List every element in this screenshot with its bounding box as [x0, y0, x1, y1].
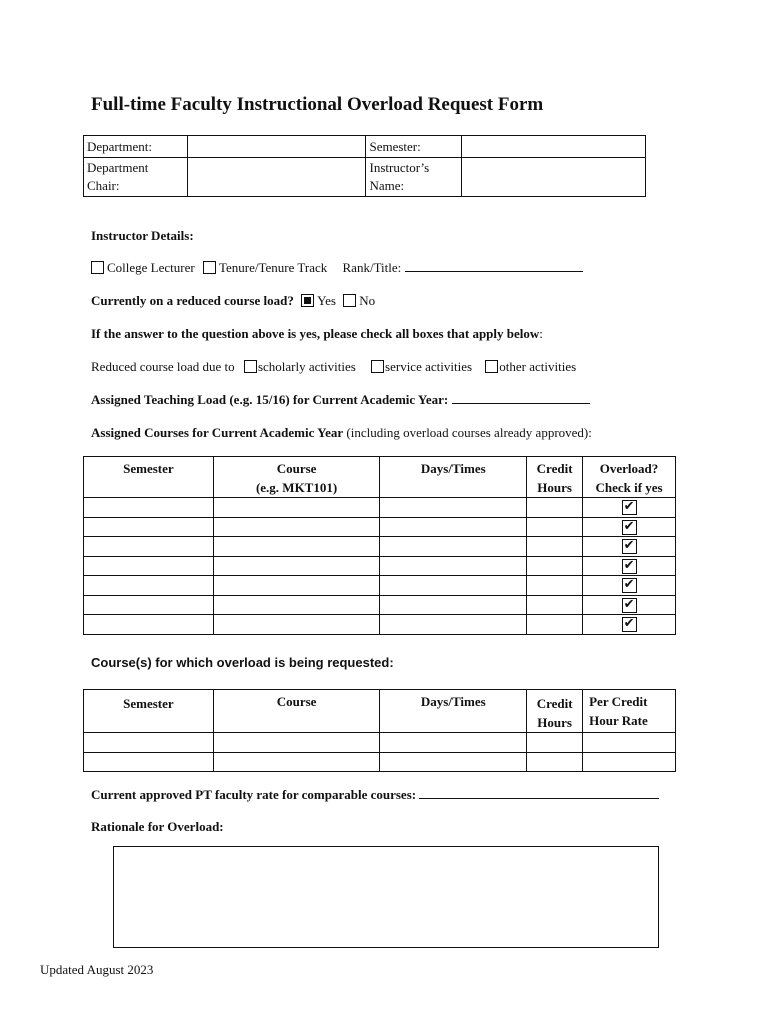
assigned-course-row [84, 498, 676, 518]
assigned-course-row [84, 595, 676, 615]
overload-cell[interactable] [583, 517, 676, 537]
scholarly-checkbox[interactable] [244, 360, 257, 373]
col-course-label: Course [276, 461, 317, 476]
semester-cell[interactable] [84, 752, 214, 772]
ov-col-days-times-label: Days/Times [420, 694, 486, 709]
reduced-no-label: No [359, 293, 376, 308]
position-type-row [91, 260, 583, 276]
chair-label-cell [84, 158, 188, 197]
credit-hours-cell[interactable] [527, 752, 583, 772]
course-cell[interactable] [213, 733, 380, 753]
days-times-cell[interactable] [380, 517, 527, 537]
assigned-load-field[interactable] [452, 393, 590, 404]
course-cell[interactable] [213, 752, 380, 772]
credit-hours-cell[interactable] [527, 517, 583, 537]
tenure-label: Tenure/Tenure Track [218, 260, 328, 275]
overload-cell[interactable] [583, 576, 676, 596]
days-times-cell[interactable] [380, 615, 527, 635]
reduced-yes-checkbox[interactable] [301, 294, 314, 307]
rank-title-label: Rank/Title: [342, 260, 405, 275]
semester-cell[interactable] [84, 576, 214, 596]
credit-hours-cell[interactable] [527, 537, 583, 557]
col-check-if-yes-label: Check if yes [595, 480, 663, 495]
ov-col-semester [84, 690, 214, 733]
reduced-no-checkbox[interactable] [343, 294, 356, 307]
semester-cell[interactable] [84, 498, 214, 518]
college-lecturer-label: College Lecturer [107, 260, 195, 275]
semester-cell[interactable] [84, 556, 214, 576]
overload-checkbox[interactable]: ✔ [622, 520, 637, 535]
pt-rate-row [91, 787, 659, 803]
col-course [213, 457, 380, 498]
col-semester [84, 457, 214, 498]
instructor-details-heading: Instructor Details: [91, 228, 194, 243]
ov-col-course [213, 690, 380, 733]
assigned-load-row [91, 392, 590, 408]
instructor-label-cell [366, 158, 461, 197]
semester-cell[interactable] [84, 517, 214, 537]
overload-checkbox[interactable]: ✔ [622, 559, 637, 574]
rate-cell[interactable] [583, 733, 676, 753]
course-cell[interactable] [213, 556, 380, 576]
overload-cell[interactable] [583, 498, 676, 518]
ov-col-semester-label: Semester [123, 696, 174, 711]
overload-cell[interactable] [583, 556, 676, 576]
days-times-cell[interactable] [380, 595, 527, 615]
ov-col-rate-label1: Per Credit [589, 694, 648, 709]
reduced-reasons-row [91, 359, 576, 375]
col-credit-hours [527, 457, 583, 498]
assigned-course-row [84, 537, 676, 557]
service-checkbox[interactable] [371, 360, 384, 373]
col-days-times-label: Days/Times [420, 461, 486, 476]
scholarly-label: scholarly activities [257, 359, 356, 374]
form-title: Full-time Faculty Instructional Overload Request Form [91, 94, 544, 115]
semester-label-cell [366, 136, 461, 158]
department-label-cell [84, 136, 188, 158]
credit-hours-cell[interactable] [527, 615, 583, 635]
overload-request-row [84, 752, 676, 772]
assigned-courses-table [83, 456, 676, 635]
semester-cell[interactable] [84, 595, 214, 615]
reduced-yes-label: Yes [317, 293, 336, 308]
rank-title-field[interactable] [405, 261, 583, 272]
credit-hours-cell[interactable] [527, 498, 583, 518]
overload-checkbox[interactable]: ✔ [622, 578, 637, 593]
ov-col-rate-label2: Hour Rate [589, 713, 648, 728]
overload-cell[interactable] [583, 595, 676, 615]
if-yes-instruction [91, 326, 543, 342]
days-times-cell[interactable] [380, 576, 527, 596]
col-credit-label: Credit [536, 461, 573, 476]
other-checkbox[interactable] [485, 360, 498, 373]
instructor-label-line1: Instructor’s [369, 160, 430, 175]
chair-label-line1: Department [87, 160, 149, 175]
overload-cell[interactable] [583, 537, 676, 557]
department-label: Department: [87, 139, 152, 154]
col-days-times [380, 457, 527, 498]
course-cell[interactable] [213, 537, 380, 557]
assigned-course-row [84, 517, 676, 537]
credit-hours-cell[interactable] [527, 556, 583, 576]
semester-cell[interactable] [84, 733, 214, 753]
overload-section-heading: Course(s) for which overload is being requested: [91, 655, 394, 670]
assigned-course-row [84, 615, 676, 635]
overload-checkbox[interactable]: ✔ [622, 598, 637, 613]
reduced-due-to-label: Reduced course load due to [91, 359, 235, 374]
instructor-name-field[interactable] [461, 158, 645, 197]
semester-field[interactable] [461, 136, 645, 158]
col-hours-label: Hours [537, 480, 572, 495]
col-semester-label: Semester [123, 461, 174, 476]
assigned-courses-label: Assigned Courses for Current Academic Year [91, 425, 344, 440]
overload-checkbox[interactable]: ✔ [622, 617, 637, 632]
ov-col-credit-label: Credit [536, 696, 573, 711]
instructor-label-line2: Name: [369, 178, 405, 193]
department-field[interactable] [188, 136, 366, 158]
days-times-cell[interactable] [380, 752, 527, 772]
assigned-load-label: Assigned Teaching Load (e.g. 15/16) for Current Academic Year: [91, 392, 452, 407]
course-cell[interactable] [213, 615, 380, 635]
assigned-course-row [84, 576, 676, 596]
semester-cell[interactable] [84, 615, 214, 635]
col-overload [583, 457, 676, 498]
days-times-cell[interactable] [380, 556, 527, 576]
ov-col-hours-label: Hours [537, 715, 572, 730]
assigned-course-row [84, 556, 676, 576]
ov-col-course-label: Course [276, 694, 317, 709]
semester-cell[interactable] [84, 537, 214, 557]
ov-col-credit-hours [527, 690, 583, 733]
col-course-example: (e.g. MKT101) [255, 480, 338, 495]
if-yes-colon: : [539, 326, 543, 341]
rationale-textbox[interactable] [113, 846, 659, 948]
course-cell[interactable] [213, 498, 380, 518]
pt-rate-label: Current approved PT faculty rate for comparable courses: [91, 787, 420, 802]
course-cell[interactable] [213, 517, 380, 537]
rate-cell[interactable] [583, 752, 676, 772]
pt-rate-field[interactable] [419, 788, 659, 799]
footer-updated: Updated August 2023 [40, 962, 154, 977]
if-yes-text: If the answer to the question above is yes, please check all boxes that apply below [91, 326, 540, 341]
days-times-cell[interactable] [380, 498, 527, 518]
credit-hours-cell[interactable] [527, 733, 583, 753]
chair-field[interactable] [188, 158, 366, 197]
tenure-checkbox[interactable] [203, 261, 216, 274]
overload-checkbox[interactable]: ✔ [622, 500, 637, 515]
overload-cell[interactable] [583, 615, 676, 635]
other-label: other activities [499, 359, 577, 374]
overload-request-row [84, 733, 676, 753]
rationale-label: Rationale for Overload: [91, 819, 224, 834]
days-times-cell[interactable] [380, 733, 527, 753]
days-times-cell[interactable] [380, 537, 527, 557]
course-cell[interactable] [213, 576, 380, 596]
overload-checkbox[interactable]: ✔ [622, 539, 637, 554]
chair-label-line2: Chair: [87, 178, 120, 193]
header-info-table [83, 135, 646, 197]
overload-request-table [83, 689, 676, 772]
ov-col-rate [583, 690, 676, 733]
col-overload-label: Overload? [599, 461, 659, 476]
semester-label: Semester: [369, 139, 421, 154]
college-lecturer-checkbox[interactable] [91, 261, 104, 274]
service-label: service activities [385, 359, 473, 374]
ov-col-days-times [380, 690, 527, 733]
assigned-courses-row [91, 425, 592, 441]
course-cell[interactable] [213, 595, 380, 615]
credit-hours-cell[interactable] [527, 576, 583, 596]
credit-hours-cell[interactable] [527, 595, 583, 615]
reduced-load-question: Currently on a reduced course load? [91, 293, 294, 308]
assigned-courses-note: (including overload courses already approved): [343, 425, 592, 440]
reduced-load-row [91, 293, 375, 309]
